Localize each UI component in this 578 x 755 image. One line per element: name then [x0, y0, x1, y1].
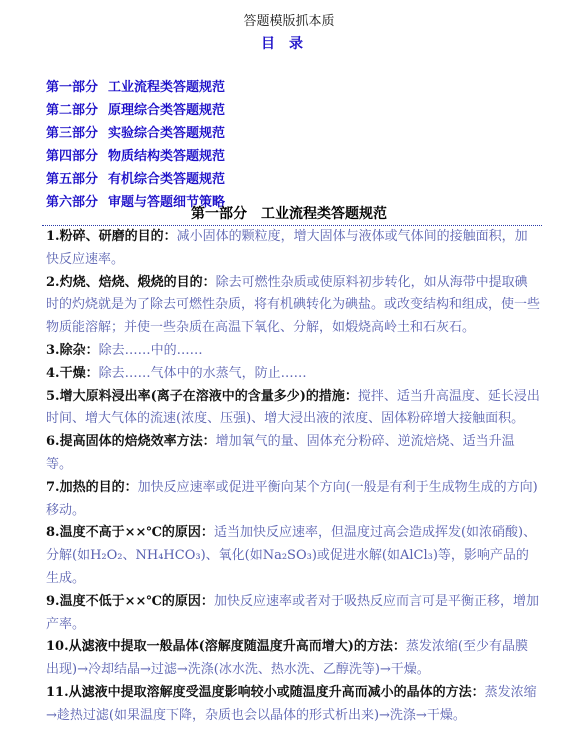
item-text: 加快反应速率或者对于吸热反应而言可是平衡正移，增加产率。: [46, 593, 539, 632]
item-text: 除去可燃性杂质或使原料初步转化，如从海带中提取碘时的灼烧就是为了除去可燃性杂质，将有机碘转化为碘盐。或改变结构和组成，使一些物质能溶解；并使一些杂质在高温下氧化、分解，如煅烧高岭土和石灰石。: [46, 274, 541, 336]
toc-part-number: 第一部分: [46, 80, 99, 95]
toc-item-part-3[interactable]: [46, 122, 225, 145]
item-label: 11.从滤液中提取溶解度受温度影响较小或随温度升高而减小的晶体的方法：: [46, 684, 485, 700]
list-item: [46, 477, 540, 523]
table-of-contents: [46, 76, 225, 214]
item-text: 搅拌、适当升高温度、延长浸出时间、增大气体的流速(浓度、压强)、增大浸出液的浓度、固体粉碎增大接触面积。: [46, 388, 540, 427]
item-label: 7.加热的目的：: [46, 479, 138, 495]
toc-part-number: 第五部分: [46, 172, 99, 187]
item-label: 5.增大原料浸出率(离子在溶液中的含量多少)的措施：: [46, 388, 358, 404]
list-item: [46, 682, 540, 728]
item-label: 6.提高固体的焙烧效率方法：: [46, 434, 216, 450]
toc-part-number: 第六部分: [46, 195, 99, 210]
toc-item-part-5[interactable]: [46, 168, 225, 191]
toc-part-title: 审题与答题细节策略: [108, 195, 226, 210]
toc-heading: 目录: [261, 36, 317, 52]
section-title: 第一部分 工业流程类答题规范: [191, 206, 387, 222]
toc-part-title: 工业流程类答题规范: [108, 80, 226, 95]
toc-part-title: 原理综合类答题规范: [108, 103, 226, 118]
list-item: [46, 272, 540, 340]
toc-part-number: 第二部分: [46, 103, 99, 118]
item-label: 4.干燥：: [46, 365, 99, 381]
item-text: 加快反应速率或促进平衡向某个方向(一般是有利于生成物生成的方向)移动。: [46, 479, 538, 518]
list-item: [46, 340, 540, 363]
list-item: [46, 386, 540, 432]
item-text: 蒸发浓缩(至少有晶膜出现)→冷却结晶→过滤→洗涤(冰水洗、热水洗、乙醇洗等)→干燥。: [46, 639, 528, 678]
list-item: [46, 591, 540, 637]
item-label: 9.温度不低于××℃的原因：: [46, 593, 214, 609]
toc-part-title: 实验综合类答题规范: [108, 126, 226, 141]
toc-item-part-1[interactable]: [46, 76, 225, 99]
list-item: [46, 522, 540, 590]
toc-part-number: 第三部分: [46, 126, 99, 141]
list-item: [46, 226, 540, 272]
item-label: 3.除杂：: [46, 342, 99, 358]
toc-part-title: 物质结构类答题规范: [108, 149, 226, 164]
section-items: [46, 226, 540, 728]
list-item: [46, 636, 540, 682]
document-title: 答题模版抓本质: [243, 14, 335, 29]
item-text: 适当加快反应速率，但温度过高会造成挥发(如浓硝酸)、分解(如H₂O₂、NH₄HCO₃)、氧化(如Na₂SO₃)或促进水解(如AlCl₃)等，影响产品的生成。: [46, 525, 537, 586]
item-label: 1.粉碎、研磨的目的：: [46, 229, 177, 244]
item-text: 蒸发浓缩→趁热过滤(如果温度下降，杂质也会以晶体的形式析出来)→洗涤→干燥。: [46, 684, 537, 723]
item-label: 2.灼烧、焙烧、煅烧的目的：: [46, 274, 216, 290]
toc-item-part-4[interactable]: [46, 145, 225, 168]
item-text: 增加氧气的量、固体充分粉碎、逆流焙烧、适当升温等。: [46, 434, 515, 472]
list-item: [46, 363, 540, 386]
item-label: 8.温度不高于××℃的原因：: [46, 525, 214, 541]
toc-part-number: 第四部分: [46, 149, 99, 164]
item-label: 10.从滤液中提取一般晶体(溶解度随温度升高而增大)的方法：: [46, 639, 406, 655]
list-item: [46, 431, 540, 477]
toc-item-part-2[interactable]: [46, 99, 225, 122]
item-text: 减小固体的颗粒度，增大固体与液体或气体间的接触面积，加快反应速率。: [46, 229, 528, 267]
item-text: 除去……中的……: [98, 342, 203, 358]
item-text: 除去……气体中的水蒸气，防止……: [98, 365, 307, 381]
toc-part-title: 有机综合类答题规范: [108, 172, 226, 187]
